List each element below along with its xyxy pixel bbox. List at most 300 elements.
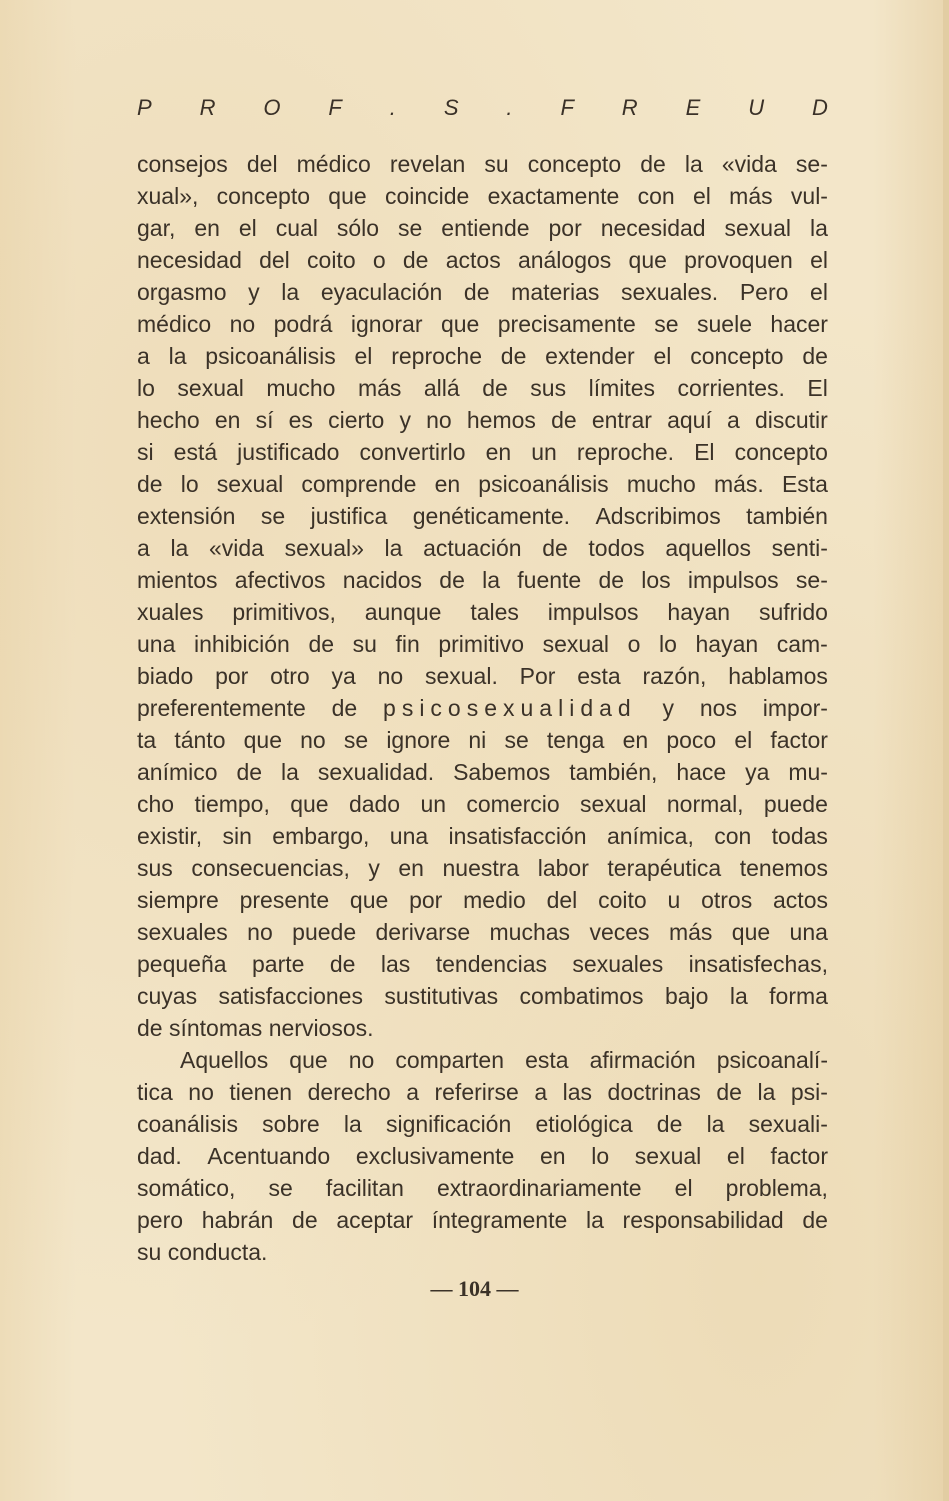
word: combatimos [519,983,644,1009]
word: razón, [642,663,707,689]
word: mientos [137,567,218,593]
word: o [372,247,386,273]
word: extender [545,343,635,369]
word: médico [296,151,371,177]
word: impor- [762,695,828,721]
word: de [716,1079,742,1105]
text-line [137,1108,828,1140]
word: en [434,471,461,497]
word: xuales [137,599,204,625]
word: no [247,919,273,945]
word: sobre [262,1111,320,1137]
word: tienen [229,1079,293,1105]
header-letter: O [263,95,281,120]
word: coanálisis [137,1111,238,1137]
word: concepto [527,151,622,177]
word: factor [770,1143,828,1169]
word: poco [666,727,717,753]
header-letter: R [621,95,638,120]
word: también [746,503,828,529]
word: convertirlo [359,439,466,465]
word: no [348,1047,375,1073]
word: extraordinariamente [437,1175,642,1201]
text-line [137,1140,828,1172]
text-line [137,1012,828,1044]
word: una [789,919,828,945]
word: otro [270,663,310,689]
text-line [137,276,828,308]
word: responsabilidad [622,1207,784,1233]
word: de [598,567,625,593]
word: la [343,1111,362,1137]
word: síntomas [168,1015,269,1041]
word: dad. [137,1143,182,1169]
word: Por [519,663,556,689]
text-line [137,1236,828,1268]
word: ignore [386,727,451,753]
word: puede [292,919,357,945]
word: con [714,823,752,849]
word: lo [591,1143,610,1169]
word: fin [395,631,420,657]
word: se [398,215,423,241]
word: preferentemente [137,695,306,721]
word: fuente [517,567,582,593]
word: de [236,759,263,785]
word: factor [770,727,828,753]
word: bajo [664,983,709,1009]
text-line [137,1044,828,1076]
word: siempre [137,887,219,913]
word: se [654,311,679,337]
word: una [389,823,429,849]
word: provoquen [684,247,793,273]
word: el [810,279,828,305]
word: exactamente [487,183,620,209]
text-line [137,1076,828,1108]
word: coito [307,247,356,273]
word: que [628,247,667,273]
word: entiende [441,215,530,241]
word: el [653,343,672,369]
text-line [137,180,828,212]
word: sólo [336,215,380,241]
word: ya [331,663,356,689]
word: se [343,727,369,753]
word: necesidad [137,247,242,273]
word: labor [537,855,589,881]
header-letter: F [328,95,342,120]
word: anímica, [606,823,694,849]
word: sexual» [284,535,364,561]
word: de [542,535,568,561]
text-line [137,436,828,468]
word: hemos [466,407,536,433]
word: actuación [423,535,522,561]
word: consecuencias, [191,855,350,881]
word: y [368,855,380,881]
word: de [463,279,490,305]
word: etiológica [535,1111,633,1137]
header-letter: . [389,95,396,120]
word: Acentuando [207,1143,331,1169]
word: vul- [790,183,828,209]
word: no [426,407,452,433]
word: tendencias [435,951,547,977]
word: pero [137,1207,184,1233]
word: justificado [237,439,340,465]
text-line [137,340,828,372]
word: de [802,343,828,369]
word: nos [699,695,737,721]
word: revelan [389,151,466,177]
word: las [380,951,411,977]
word: eyaculación [320,279,443,305]
word: concepto [216,183,311,209]
word: a [137,343,150,369]
word: sexuali- [748,1111,828,1137]
word: aquellos [665,535,752,561]
word: sexual [177,375,244,401]
word: sexual [216,471,284,497]
word: de [802,1207,828,1233]
word: aceptar [336,1207,414,1233]
text-line [137,628,828,660]
word: con [637,183,675,209]
word: Adscribimos [595,503,721,529]
word: xual», [137,183,199,209]
word: biado [137,663,194,689]
word: psi- [790,1079,828,1105]
word: mucho [626,471,696,497]
body-text [137,148,828,1268]
word: cuyas [137,983,198,1009]
word: médico [137,311,212,337]
word: análogos [517,247,612,273]
word: de [482,375,508,401]
word: lo [137,375,155,401]
word: materias [511,279,600,305]
word: sexuales [137,919,228,945]
word: afirmación [589,1047,696,1073]
word: medio [463,887,526,913]
word: hayan [667,599,731,625]
word: más [357,375,402,401]
word: más [729,183,773,209]
word: sexual [542,631,610,657]
word: significación [385,1111,512,1137]
word: por [409,887,443,913]
word: de [656,1111,683,1137]
word: se- [795,151,828,177]
word: el [692,183,711,209]
word: más. [713,471,764,497]
word: facilitan [325,1175,404,1201]
word: un [531,439,557,465]
word: que [349,887,389,913]
text-line [137,372,828,404]
word: concepto [690,343,784,369]
word: en [540,1143,566,1169]
word: discutir [754,407,828,433]
word: hace [676,759,727,785]
word: no [188,1079,214,1105]
word: referirse [434,1079,519,1105]
word: psicoanálisis [205,343,336,369]
word: del [246,151,278,177]
word: tiempo, [194,791,270,817]
header-letter: U [748,95,765,120]
word: pequeña [137,951,227,977]
word: se- [795,567,828,593]
word: cierto [328,407,385,433]
word: senti- [771,535,828,561]
word: la [281,279,300,305]
word: reproche. [576,439,675,465]
word: a [406,1079,419,1105]
word: u [667,887,681,913]
header-letter: E [685,95,701,120]
word: lo [659,631,677,657]
emphasized-word: psicosexualidad [383,695,637,721]
word: primitivo [438,631,524,657]
word: normal, [666,791,744,817]
word: de [331,695,358,721]
word: El [694,439,715,465]
word: esta [577,663,621,689]
word: orgasmo [137,279,227,305]
word: la [706,1111,725,1137]
word: ni [468,727,487,753]
word: en [194,215,220,241]
word: sexualidad. [317,759,435,785]
word: inhibición [193,631,290,657]
header-letter: F [560,95,574,120]
text-line [137,884,828,916]
word: y [399,407,411,433]
word: el [734,727,753,753]
word: se [260,503,286,529]
word: también, [569,759,658,785]
word: el [354,343,373,369]
text-line [137,820,828,852]
word: los [641,567,671,593]
text-line [137,660,828,692]
word: muchas [489,919,571,945]
word: sin [222,823,252,849]
word: forma [769,983,828,1009]
word: podrá [273,311,333,337]
word: reproche [391,343,482,369]
word: no [377,663,404,689]
word: entrar [591,407,652,433]
text-line [137,948,828,980]
word: terapéutica [607,855,722,881]
text-line [137,500,828,532]
word: de [329,951,356,977]
word: es [288,407,313,433]
word: de [137,471,163,497]
word: mucho [266,375,336,401]
word: «vida [721,151,777,177]
text-line [137,244,828,276]
word: en [398,855,424,881]
word: mu- [788,759,828,785]
word: doctrinas [607,1079,701,1105]
word: corrientes. [677,375,785,401]
text-line [137,596,828,628]
word: derivarse [375,919,471,945]
word: límites [588,375,656,401]
word: veces [589,919,650,945]
text-line [137,468,828,500]
word: impulsos [547,599,639,625]
word: primitivos, [232,599,336,625]
word: actos [445,247,501,273]
word: coito [598,887,647,913]
word: Pero [739,279,789,305]
word: esta [525,1047,569,1073]
word: todas [771,823,828,849]
word: «vida [208,535,264,561]
word: cho [137,791,175,817]
word: está [173,439,218,465]
text-line [137,532,828,564]
word: las [562,1079,593,1105]
word: del [259,247,290,273]
word: se [268,1175,293,1201]
word: sexual. [424,663,498,689]
word: consejos [137,151,228,177]
word: El [807,375,828,401]
word: en [485,439,512,465]
word: anímico [137,759,218,785]
word: una [137,631,176,657]
header-letter: S [443,95,459,120]
word: del [546,887,578,913]
word: tánto [174,727,226,753]
text-line [137,404,828,436]
word: Sabemos [453,759,551,785]
word: allá [423,375,460,401]
word: genéticamente. [412,503,571,529]
word: comprende [301,471,417,497]
word: a [727,407,740,433]
word: conducta. [167,1239,268,1265]
word: que [243,727,282,753]
word: cam- [776,631,828,657]
word: lo [180,471,199,497]
text-line [137,916,828,948]
word: no [300,727,326,753]
word: nacidos [342,567,423,593]
word: a [534,1079,548,1105]
word: nuestra [442,855,520,881]
word: habrán [201,1207,274,1233]
word: cual [275,215,318,241]
word: de [137,1015,169,1041]
word: justifica [310,503,388,529]
word: ya [745,759,770,785]
word: sustitutivas [384,983,499,1009]
word: psicoanálisis [478,471,609,497]
word: impulsos [687,567,779,593]
word: de [551,407,577,433]
word: tica [137,1079,173,1105]
word: puede [763,791,828,817]
word: embargo, [272,823,370,849]
word: gar, [137,215,176,241]
word: otros [701,887,753,913]
word: la [729,983,748,1009]
word: presente [239,887,330,913]
text-line [137,692,828,724]
word: por [215,663,249,689]
word: se [504,727,529,753]
word: hablamos [728,663,828,689]
word: de [402,247,429,273]
word: comparten [395,1047,505,1073]
word: necesidad [600,215,706,241]
word: que [440,311,480,337]
word: que [731,919,771,945]
word: sus [530,375,567,401]
word: nerviosos. [268,1015,374,1041]
word: un [420,791,447,817]
word: por [548,215,582,241]
word: la [757,1079,776,1105]
word: somático, [137,1175,236,1201]
word: la [384,535,403,561]
word: que [289,1047,328,1073]
word: de [439,567,465,593]
word: su [484,151,509,177]
word: no [229,311,256,337]
page-number: — 104 — [430,1276,519,1301]
word: ignorar [350,311,423,337]
text-line [137,148,828,180]
word: comercio [466,791,560,817]
word: tales [470,599,519,625]
text-line [137,564,828,596]
word: satisfacciones [218,983,363,1009]
word: actos [773,887,828,913]
word: insatisfacción [448,823,587,849]
word: dado [348,791,401,817]
text-line [137,980,828,1012]
header-letter: . [506,95,513,120]
word: de [308,631,335,657]
word: derecho [307,1079,391,1105]
word: sexuales [572,951,664,977]
word: precisamente [497,311,636,337]
word: más [668,919,713,945]
word: aunque [364,599,442,625]
header-letter: D [811,95,828,120]
text-line [137,1172,828,1204]
word: sí [255,407,274,433]
text-line [137,1204,828,1236]
word: el [674,1175,693,1201]
word: íntegramente [431,1207,568,1233]
word: sexual [634,1143,702,1169]
word: coincide [384,183,470,209]
word: psicoanalí- [716,1047,828,1073]
word: y [662,695,675,721]
text-line [137,212,828,244]
word: y [248,279,260,305]
word: Aquellos [180,1047,269,1073]
